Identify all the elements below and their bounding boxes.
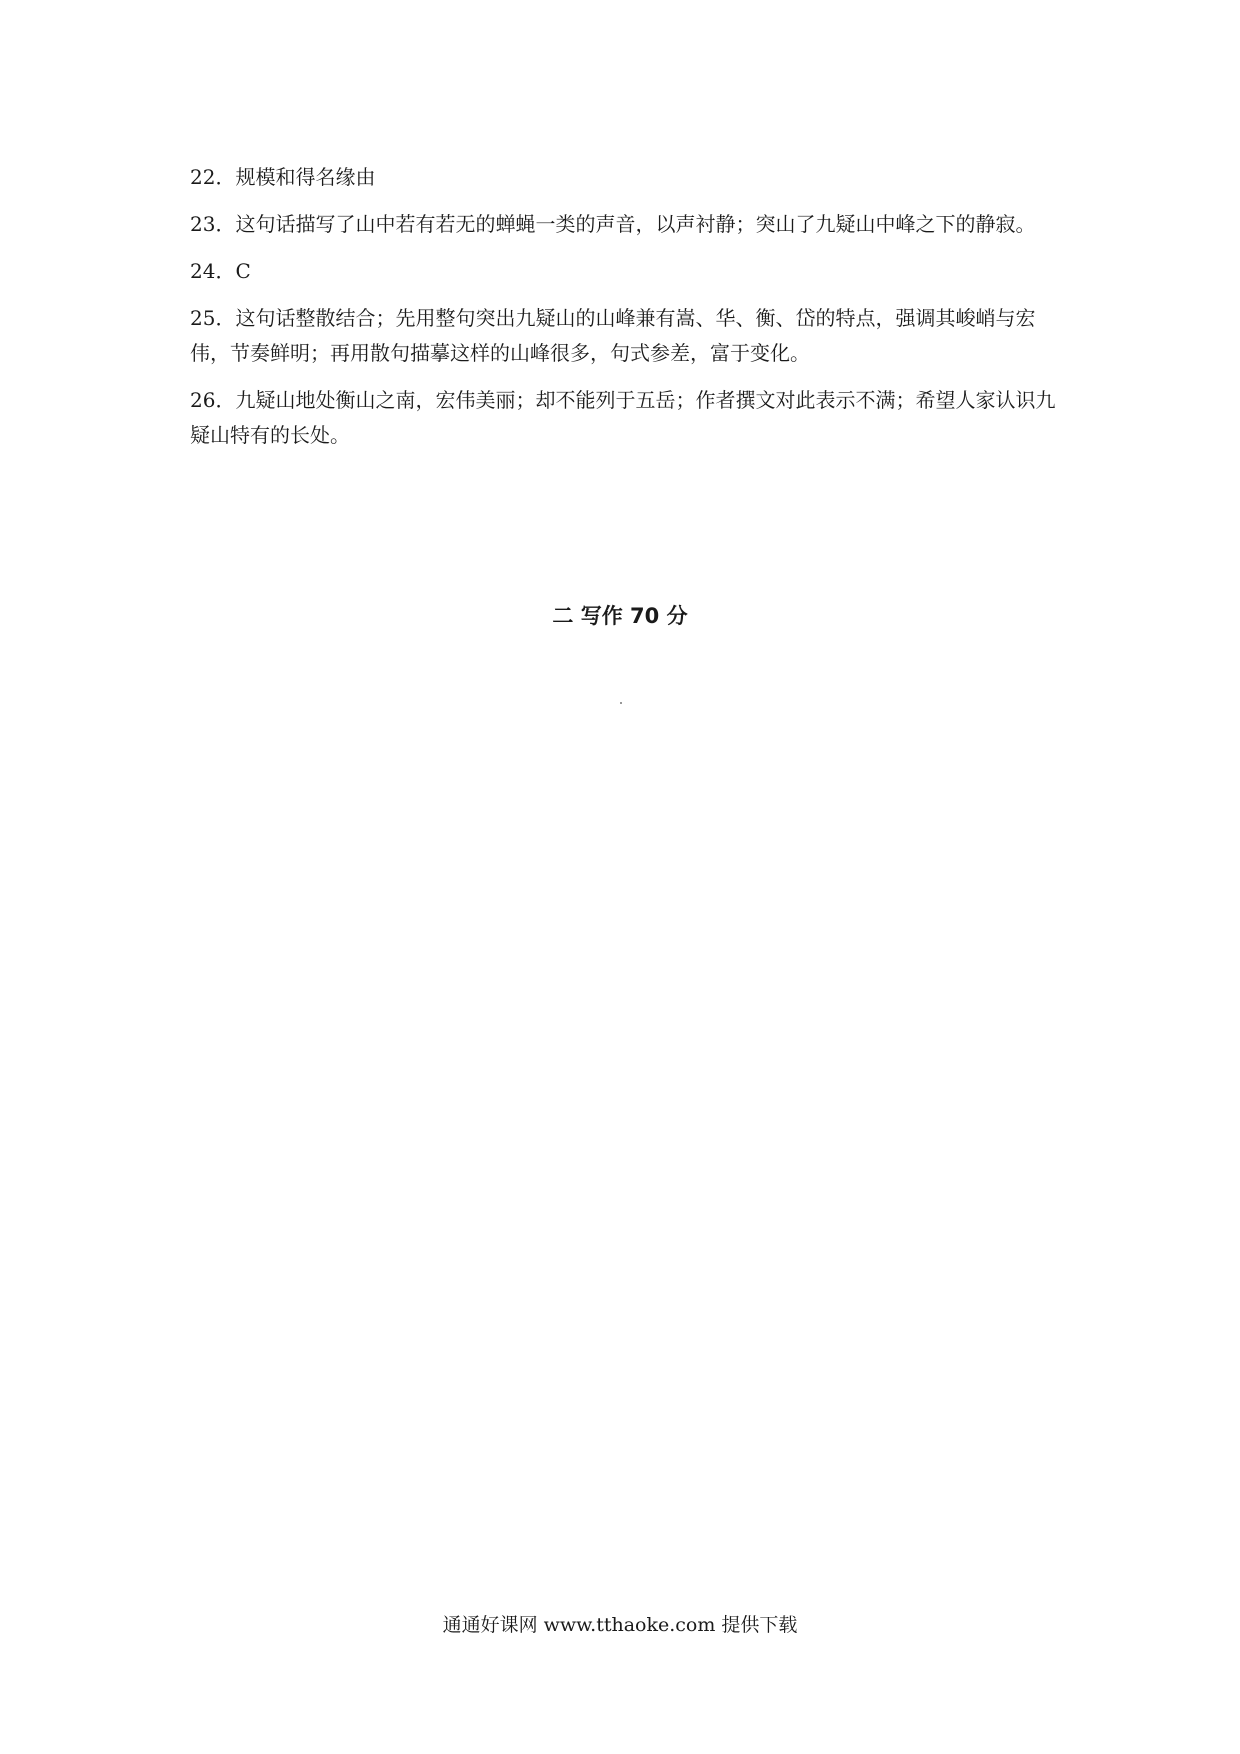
scan-speck xyxy=(620,702,622,704)
answer-22: 22．规模和得名缘由 xyxy=(190,165,376,189)
answer-24: 24．C xyxy=(190,259,251,283)
page-footer: 通通好课网 www.tthaoke.com 提供下载 xyxy=(442,1614,798,1636)
answer-26: 26．九疑山地处衡山之南，宏伟美丽；却不能列于五岳；作者撰文对此表示不满；希望人家认识九疑山特有的长处。 xyxy=(190,388,1056,447)
answer-list xyxy=(190,160,1070,453)
answer-23: 23．这句话描写了山中若有若无的蝉蝇一类的声音，以声衬静；突山了九疑山中峰之下的静寂。 xyxy=(190,212,1036,236)
section-title: 二 写作 70 分 xyxy=(552,604,688,628)
answer-25: 25．这句话整散结合；先用整句突出九疑山的山峰兼有嵩、华、衡、岱的特点，强调其峻峭与宏伟，节奏鲜明；再用散句描摹这样的山峰很多，句式参差，富于变化。 xyxy=(190,306,1036,365)
